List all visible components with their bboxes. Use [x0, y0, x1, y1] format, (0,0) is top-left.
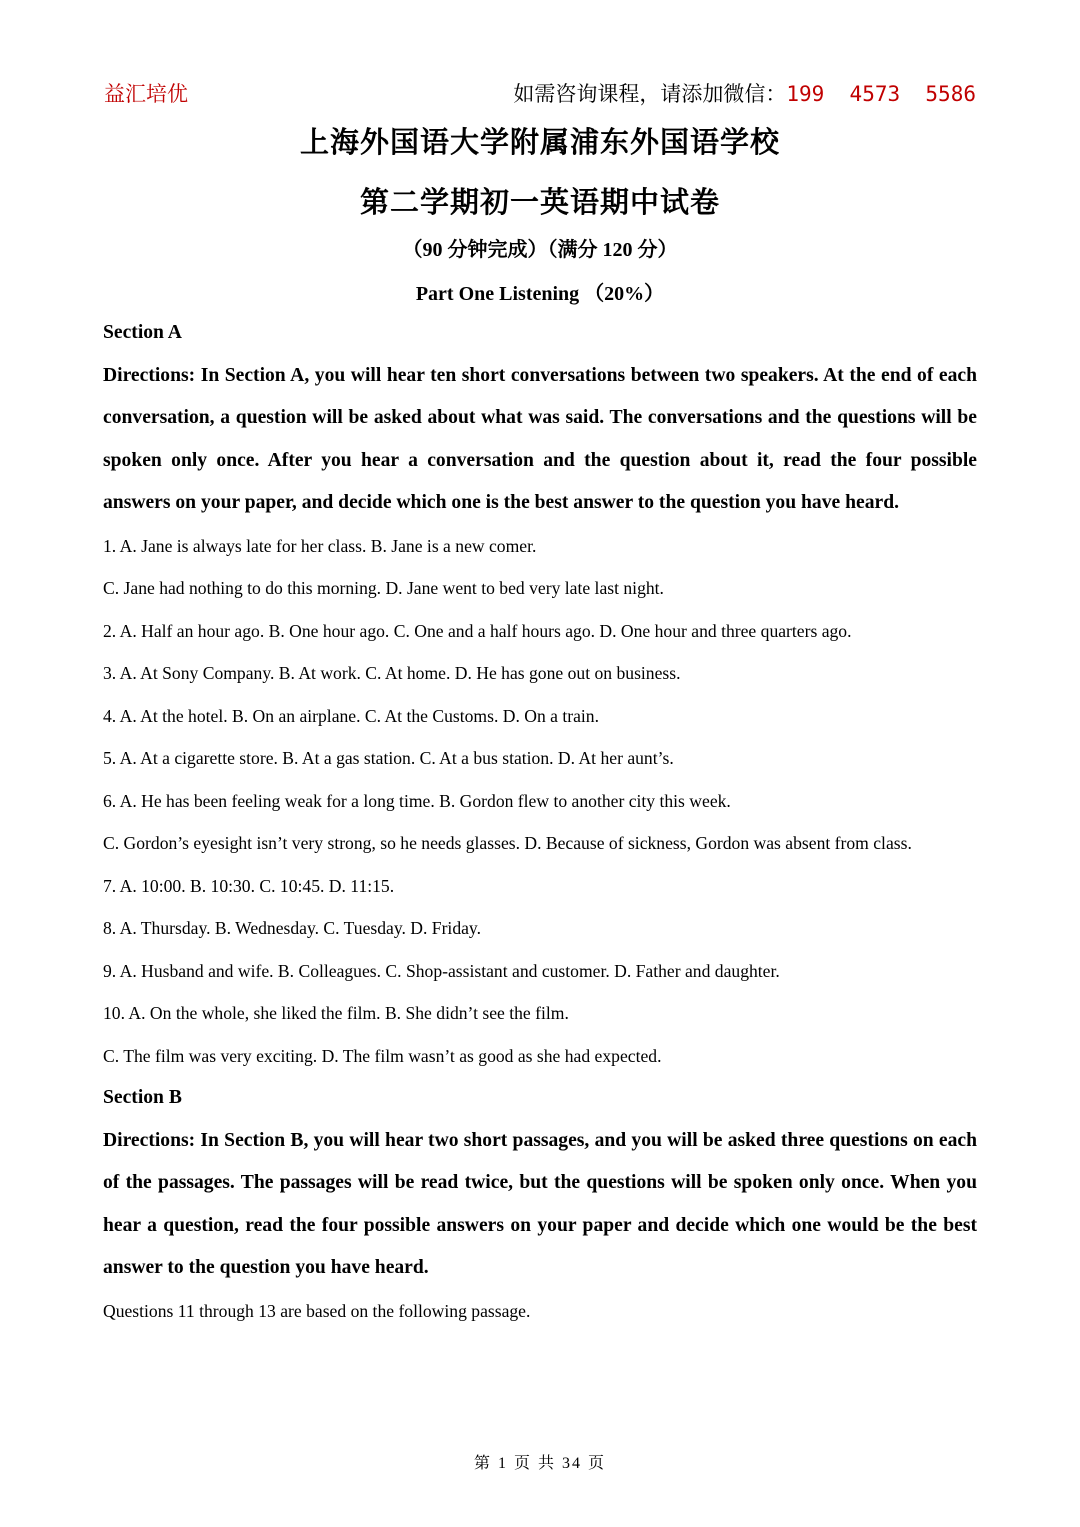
part-heading: Part One Listening （20%）: [415, 283, 665, 305]
question-line: 9. A. Husband and wife. B. Colleagues. C. Shop-assistant and customer. D. Father and daughter.: [103, 960, 780, 981]
question-line: 3. A. At Sony Company. B. At work. C. At home. D. He has gone out on business.: [103, 663, 681, 683]
question-line: 8. A. Thursday. B. Wednesday. C. Tuesday. D. Friday.: [103, 918, 481, 938]
question-line: C. The film was very exciting. D. The film wasn’t as good as she had expected.: [103, 1045, 662, 1066]
question-line: 10. A. On the whole, she liked the film. B. She didn’t see the film.: [103, 1003, 569, 1023]
brand-name: 益汇培优: [104, 82, 188, 106]
question-line: C. Jane had nothing to do this morning. D. Jane went to bed very late last night.: [103, 578, 664, 598]
contact-prefix: 如需咨询课程，请添加微信：: [513, 82, 787, 106]
section-a-heading: Section A: [103, 322, 182, 343]
question-line: 5. A. At a cigarette store. B. At a gas station. C. At a bus station. D. At her aunt’s.: [103, 748, 674, 768]
section-b-heading: Section B: [103, 1087, 182, 1108]
question-line: 1. A. Jane is always late for her class. B. Jane is a new comer.: [103, 535, 537, 556]
question-line: 4. A. At the hotel. B. On an airplane. C. At the Customs. D. On a train.: [103, 705, 599, 726]
question-line: 2. A. Half an hour ago. B. One hour ago. C. One and a half hours ago. D. One hour and three quarters ago.: [103, 620, 852, 641]
section-b-directions: Directions: In Section B, you will hear two short passages, and you will be asked three questions on each of the passages. The passages will be read twice, but the questions will be spoken only once. When you hear a question, read the four possible answers on your paper and decide which one would be the best answer to the question you have heard.: [103, 1129, 977, 1278]
school-title: 上海外国语大学附属浦东外国语学校: [299, 125, 780, 159]
question-line: 6. A. He has been feeling weak for a long time. B. Gordon flew to another city this week.: [103, 790, 731, 811]
question-line: 7. A. 10:00. B. 10:30. C. 10:45. D. 11:15.: [103, 875, 395, 896]
question-line: C. Gordon’s eyesight isn’t very strong, so he needs glasses. D. Because of sickness, Gordon was absent from class.: [103, 833, 912, 853]
contact-info: [513, 78, 976, 108]
exam-title: 第二学期初一英语期中试卷: [359, 185, 720, 219]
time-info: （90 分钟完成）（满分 120 分）: [402, 239, 678, 261]
section-a-directions: Directions: In Section A, you will hear ten short conversations between two speakers. At the end of each conversation, a question will be asked about what was said. The conversations and the questions will be spoken only once. After you hear a conversation and the question about it, read the four possible answers on your paper, and decide which one is the best answer to the question you have heard.: [103, 364, 977, 513]
exam-content: [103, 312, 977, 1332]
wechat-number: 199 4573 5586: [786, 82, 976, 106]
page-footer: 第 1 页 共 34 页: [473, 1455, 606, 1472]
section-b-intro: Questions 11 through 13 are based on the following passage.: [103, 1300, 531, 1321]
page-header: [104, 78, 976, 110]
